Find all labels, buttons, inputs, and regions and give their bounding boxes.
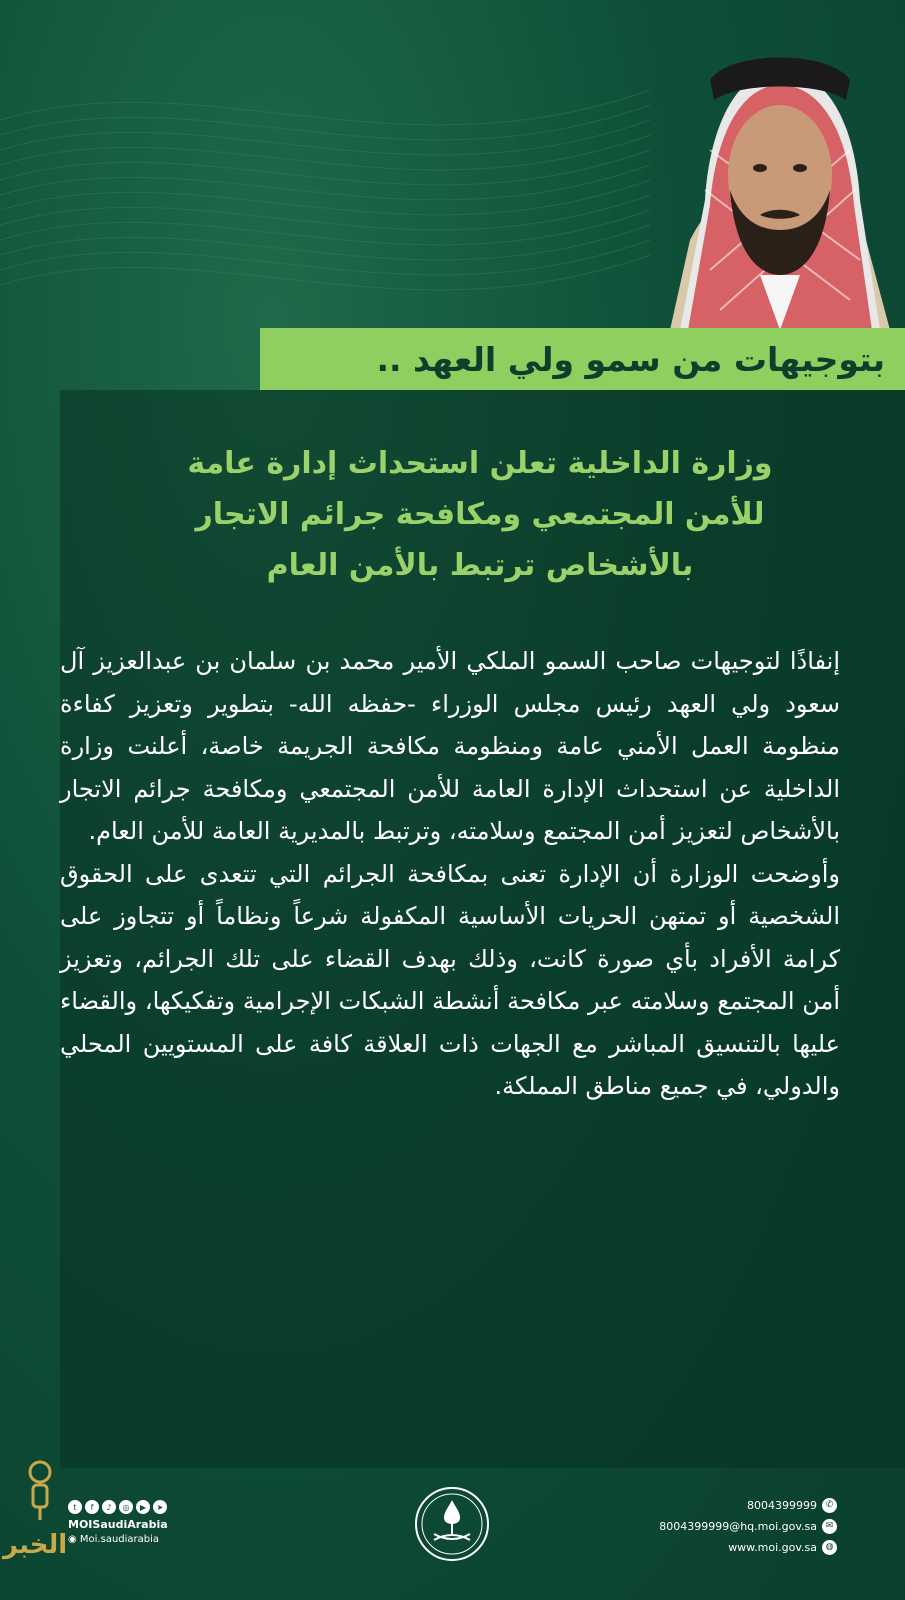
directive-banner: [260, 328, 905, 390]
youtube-icon[interactable]: ▶: [136, 1500, 150, 1514]
body-paragraph-1: إنفاذًا لتوجيهات صاحب السمو الملكي الأمير محمد بن سلمان بن عبدالعزيز آل سعود ولي العهد رئيس مجلس الوزراء -حفظه الله- بتطوير وتعزيز كفاءة منظومة العمل الأمني عامة ومنظومة مكافحة الجريمة خاصة، أعلنت وزارة الداخلية عن استحداث الإدارة العامة للأمن المجتمعي ومكافحة جرائم الاتجار بالأشخاص لتعزيز أمن المجتمع وسلامته، وترتبط بالمديرية العامة للأمن العام.: [60, 647, 840, 845]
headline-line-1: وزارة الداخلية تعلن استحداث إدارة عامة: [187, 446, 773, 481]
email-address: 8004399999@hq.moi.gov.sa: [659, 1519, 817, 1533]
phone-number: 8004399999: [747, 1498, 817, 1512]
snapchat-handle-text: Moi.saudiarabia: [79, 1534, 160, 1545]
instagram-icon[interactable]: ◎: [119, 1500, 133, 1514]
watermark-text: الخبر: [3, 1530, 68, 1560]
banner-text: بتوجيهات من سمو ولي العهد ..: [376, 339, 885, 379]
globe-icon: ◍: [822, 1540, 837, 1555]
tiktok-icon[interactable]: ♪: [102, 1500, 116, 1514]
portrait-image: [650, 30, 905, 330]
social-icons: [68, 1500, 168, 1514]
social-footer: [68, 1500, 168, 1545]
headline-line-3: بالأشخاص ترتبط بالأمن العام: [266, 548, 694, 583]
phone-icon: ✆: [822, 1498, 837, 1513]
social-handle[interactable]: MOISaudiArabia: [68, 1518, 168, 1531]
telegram-icon[interactable]: ➤: [153, 1500, 167, 1514]
ministry-emblem: [414, 1486, 490, 1562]
website-row[interactable]: [659, 1538, 837, 1556]
email-icon: ✉: [822, 1519, 837, 1534]
email-row[interactable]: [659, 1517, 837, 1535]
snapchat-icon: ◉: [68, 1534, 80, 1545]
twitter-icon[interactable]: t: [68, 1500, 82, 1514]
contact-footer: [659, 1496, 837, 1559]
body-paragraph-2: وأوضحت الوزارة أن الإدارة تعنى بمكافحة الجرائم التي تتعدى على الحقوق الشخصية أو تمتهن الحريات الأساسية المكفولة شرعاً ونظاماً أو تتجاوز على كرامة الأفراد بأي صورة كانت، وذلك بهدف القضاء على تلك الجرائم، وتعزيز أمن المجتمع وسلامته عبر مكافحة أنشطة الشبكات الإجرامية وتفكيكها، والقضاء عليها بالتنسيق المباشر مع الجهات ذات العلاقة كافة على المستويين المحلي والدولي، في جميع مناطق المملكة.: [60, 859, 840, 1100]
headline-line-2: للأمن المجتمعي ومكافحة جرائم الاتجار: [195, 497, 765, 532]
article-body: [60, 640, 840, 1108]
snapchat-handle[interactable]: [68, 1534, 168, 1545]
website-url: www.moi.gov.sa: [728, 1540, 817, 1554]
phone-row[interactable]: [659, 1496, 837, 1514]
headline: [120, 438, 840, 591]
facebook-icon[interactable]: f: [85, 1500, 99, 1514]
